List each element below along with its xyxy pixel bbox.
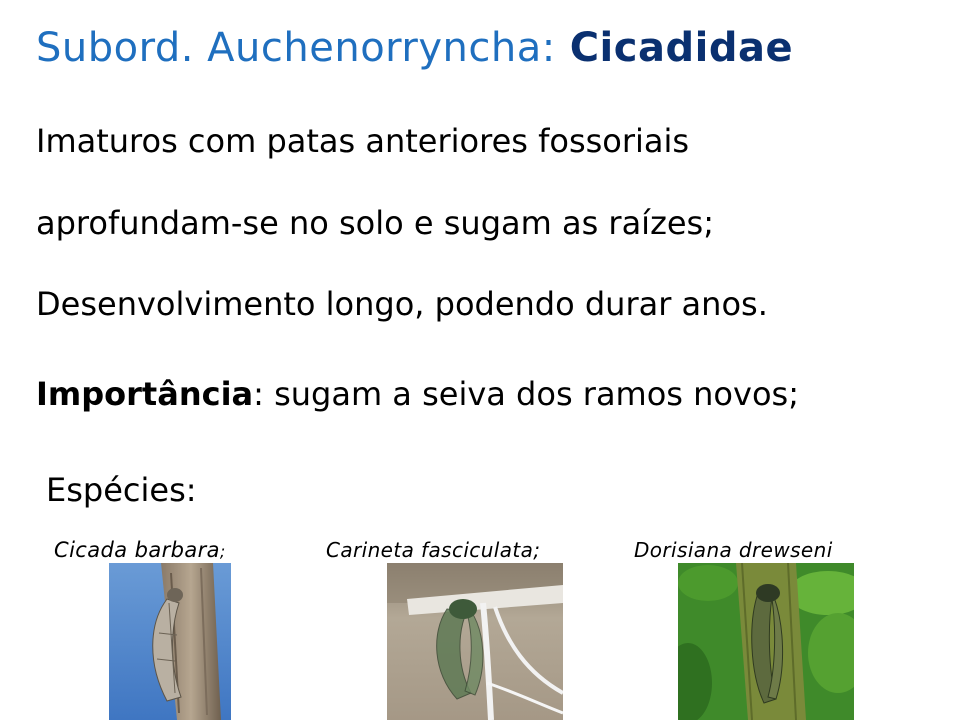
- cicada-photo-2: [387, 563, 563, 720]
- body-line-1: Imaturos com patas anteriores fossoriais: [36, 122, 690, 160]
- body-line-2: aprofundam-se no solo e sugam as raízes;: [36, 204, 714, 242]
- species-name-1-text: Cicada barbara: [54, 538, 220, 562]
- importance-text: : sugam a seiva dos ramos novos;: [253, 375, 799, 413]
- importance-label: Importância: [36, 375, 254, 413]
- species-name-2: Carineta fasciculata;: [326, 538, 541, 562]
- body-line-3: Desenvolvimento longo, podendo durar anos.: [36, 285, 768, 323]
- cicada-photo-3: [678, 563, 854, 720]
- importance-line: [36, 372, 799, 416]
- cicada-photo-1: [109, 563, 231, 720]
- slide-title: [36, 20, 793, 76]
- species-heading: Espécies:: [46, 471, 197, 509]
- species-name-3: Dorisiana drewseni: [634, 538, 833, 562]
- title-family: Cicadidae: [569, 25, 794, 71]
- species-name-1-sep: ;: [219, 542, 226, 561]
- title-suborder: Subord. Auchenorryncha:: [36, 25, 556, 71]
- species-name-1: [54, 536, 226, 566]
